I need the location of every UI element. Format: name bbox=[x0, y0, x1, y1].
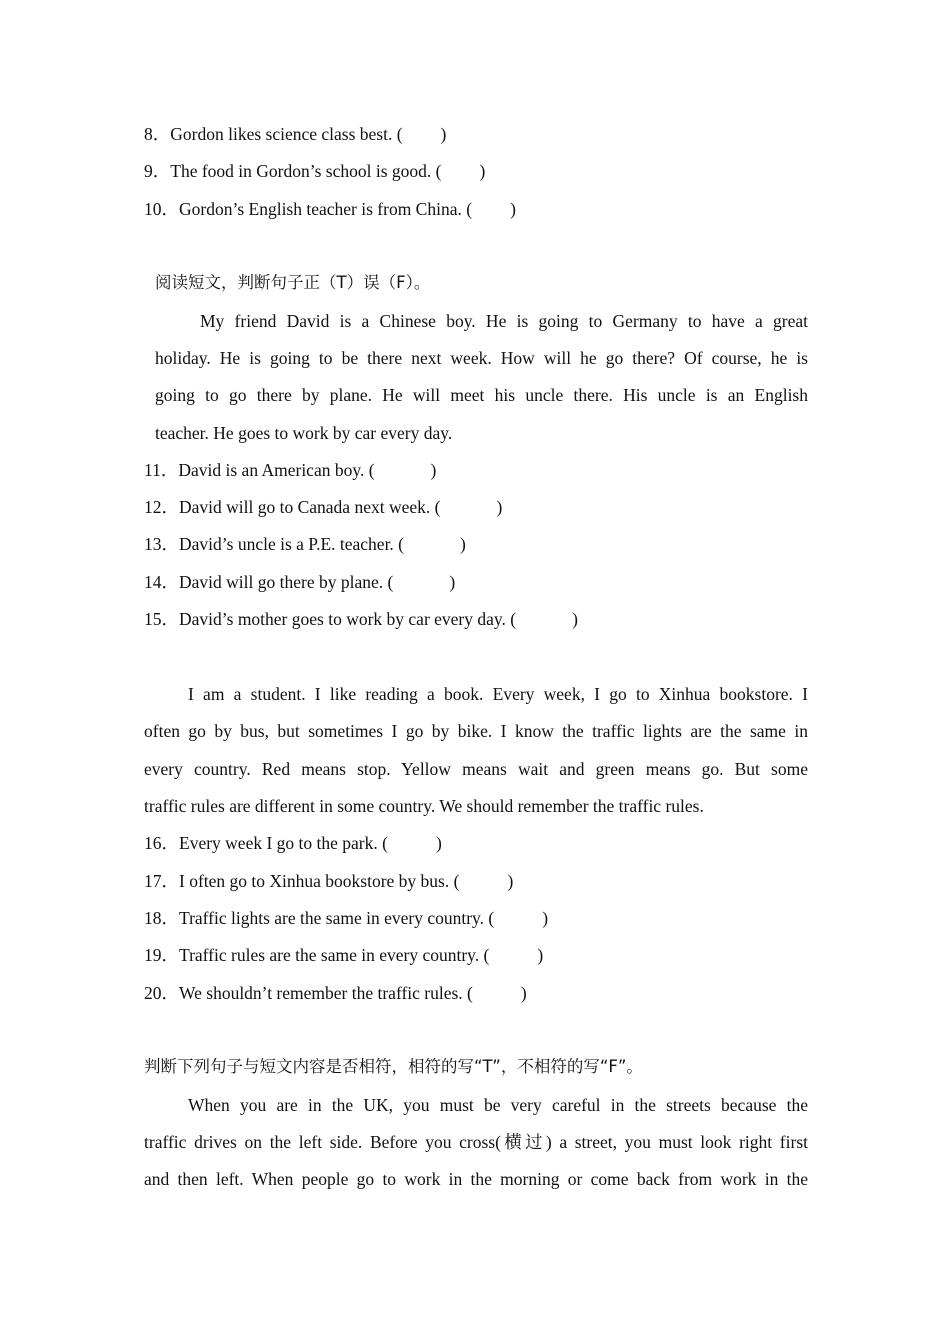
question-text: David will go there by plane. ( bbox=[179, 572, 394, 592]
closing-paren: ) bbox=[520, 983, 527, 1003]
question-9 bbox=[144, 159, 485, 183]
passage3-line-1: I am a student. I like reading a book. Every week, I go to Xinhua bookstore. I bbox=[188, 684, 808, 704]
question-text: Gordon likes science class best. ( bbox=[170, 124, 403, 144]
closing-paren: ) bbox=[449, 572, 456, 592]
closing-paren: ) bbox=[542, 908, 549, 928]
question-text: David is an American boy. ( bbox=[178, 460, 375, 480]
passage2-line-3: going to go there by plane. He will meet his uncle there. His uncle is an English bbox=[155, 385, 808, 405]
question-number: 12． bbox=[144, 497, 179, 517]
question-14 bbox=[144, 570, 455, 594]
passage3-line-2: often go by bus, but sometimes I go by bike. I know the traffic lights are the same in bbox=[144, 721, 808, 741]
question-17 bbox=[144, 869, 513, 893]
passage2-line-2: holiday. He is going to be there next week. How will he go there? Of course, he is bbox=[155, 348, 808, 368]
question-text: David will go to Canada next week. ( bbox=[179, 497, 441, 517]
question-number: 16． bbox=[144, 833, 179, 853]
question-number: 9． bbox=[144, 161, 171, 181]
closing-paren: ) bbox=[510, 199, 516, 219]
question-number: 19． bbox=[144, 945, 179, 965]
question-number: 8． bbox=[144, 124, 171, 144]
closing-paren: ) bbox=[460, 534, 466, 554]
question-number: 11． bbox=[144, 460, 179, 480]
passage4-line-1: When you are in the UK, you must be very careful in the streets because the bbox=[188, 1095, 808, 1115]
closing-paren: ) bbox=[479, 161, 486, 181]
question-number: 15． bbox=[144, 609, 179, 629]
closing-paren: ) bbox=[507, 871, 514, 891]
passage2-line-4: teacher. He goes to work by car every day. bbox=[155, 423, 453, 443]
question-19 bbox=[144, 943, 543, 967]
passage4-line-2: traffic drives on the left side. Before you cross(横过) a street, you must look right first bbox=[144, 1132, 808, 1152]
closing-paren: ) bbox=[537, 945, 544, 965]
question-number: 20． bbox=[144, 983, 179, 1003]
question-number: 17． bbox=[144, 871, 179, 891]
passage4-line-3: and then left. When people go to work in the morning or come back from work in the bbox=[144, 1169, 808, 1189]
question-text: Gordon’s English teacher is from China. ( bbox=[179, 199, 473, 219]
question-11 bbox=[144, 458, 436, 482]
passage3-line-4: traffic rules are different in some country. We should remember the traffic rules. bbox=[144, 796, 704, 816]
question-12 bbox=[144, 495, 502, 519]
question-text: I often go to Xinhua bookstore by bus. ( bbox=[179, 871, 460, 891]
question-text: Traffic lights are the same in every country. ( bbox=[179, 908, 495, 928]
closing-paren: ) bbox=[572, 609, 578, 629]
question-number: 18． bbox=[144, 908, 179, 928]
passage2-line-1: My friend David is a Chinese boy. He is going to Germany to have a great bbox=[200, 311, 808, 331]
question-number: 10． bbox=[144, 199, 179, 219]
question-15 bbox=[144, 607, 578, 631]
closing-paren: ) bbox=[435, 833, 442, 853]
question-text: Traffic rules are the same in every country. ( bbox=[179, 945, 490, 965]
question-13 bbox=[144, 532, 466, 556]
question-number: 14． bbox=[144, 572, 179, 592]
question-16 bbox=[144, 831, 442, 855]
closing-paren: ) bbox=[440, 124, 447, 144]
question-10 bbox=[144, 197, 516, 221]
section4-instruction: 判断下列句子与短文内容是否相符，相符的写“T”，不相符的写“F”。 bbox=[144, 1057, 643, 1076]
question-8 bbox=[144, 122, 446, 146]
question-number: 13． bbox=[144, 534, 179, 554]
question-20 bbox=[144, 981, 527, 1005]
question-text: We shouldn’t remember the traffic rules. ( bbox=[179, 983, 473, 1003]
closing-paren: ) bbox=[430, 460, 437, 480]
question-text: David’s mother goes to work by car every day. ( bbox=[179, 609, 517, 629]
closing-paren: ) bbox=[496, 497, 503, 517]
passage3-line-3: every country. Red means stop. Yellow means wait and green means go. But some bbox=[144, 759, 808, 779]
question-text: Every week I go to the park. ( bbox=[179, 833, 388, 853]
question-18 bbox=[144, 906, 548, 930]
question-text: David’s uncle is a P.E. teacher. ( bbox=[179, 534, 405, 554]
section2-instruction: 阅读短文，判断句子正（T）误（F）。 bbox=[155, 273, 431, 292]
question-text: The food in Gordon’s school is good. ( bbox=[170, 161, 442, 181]
